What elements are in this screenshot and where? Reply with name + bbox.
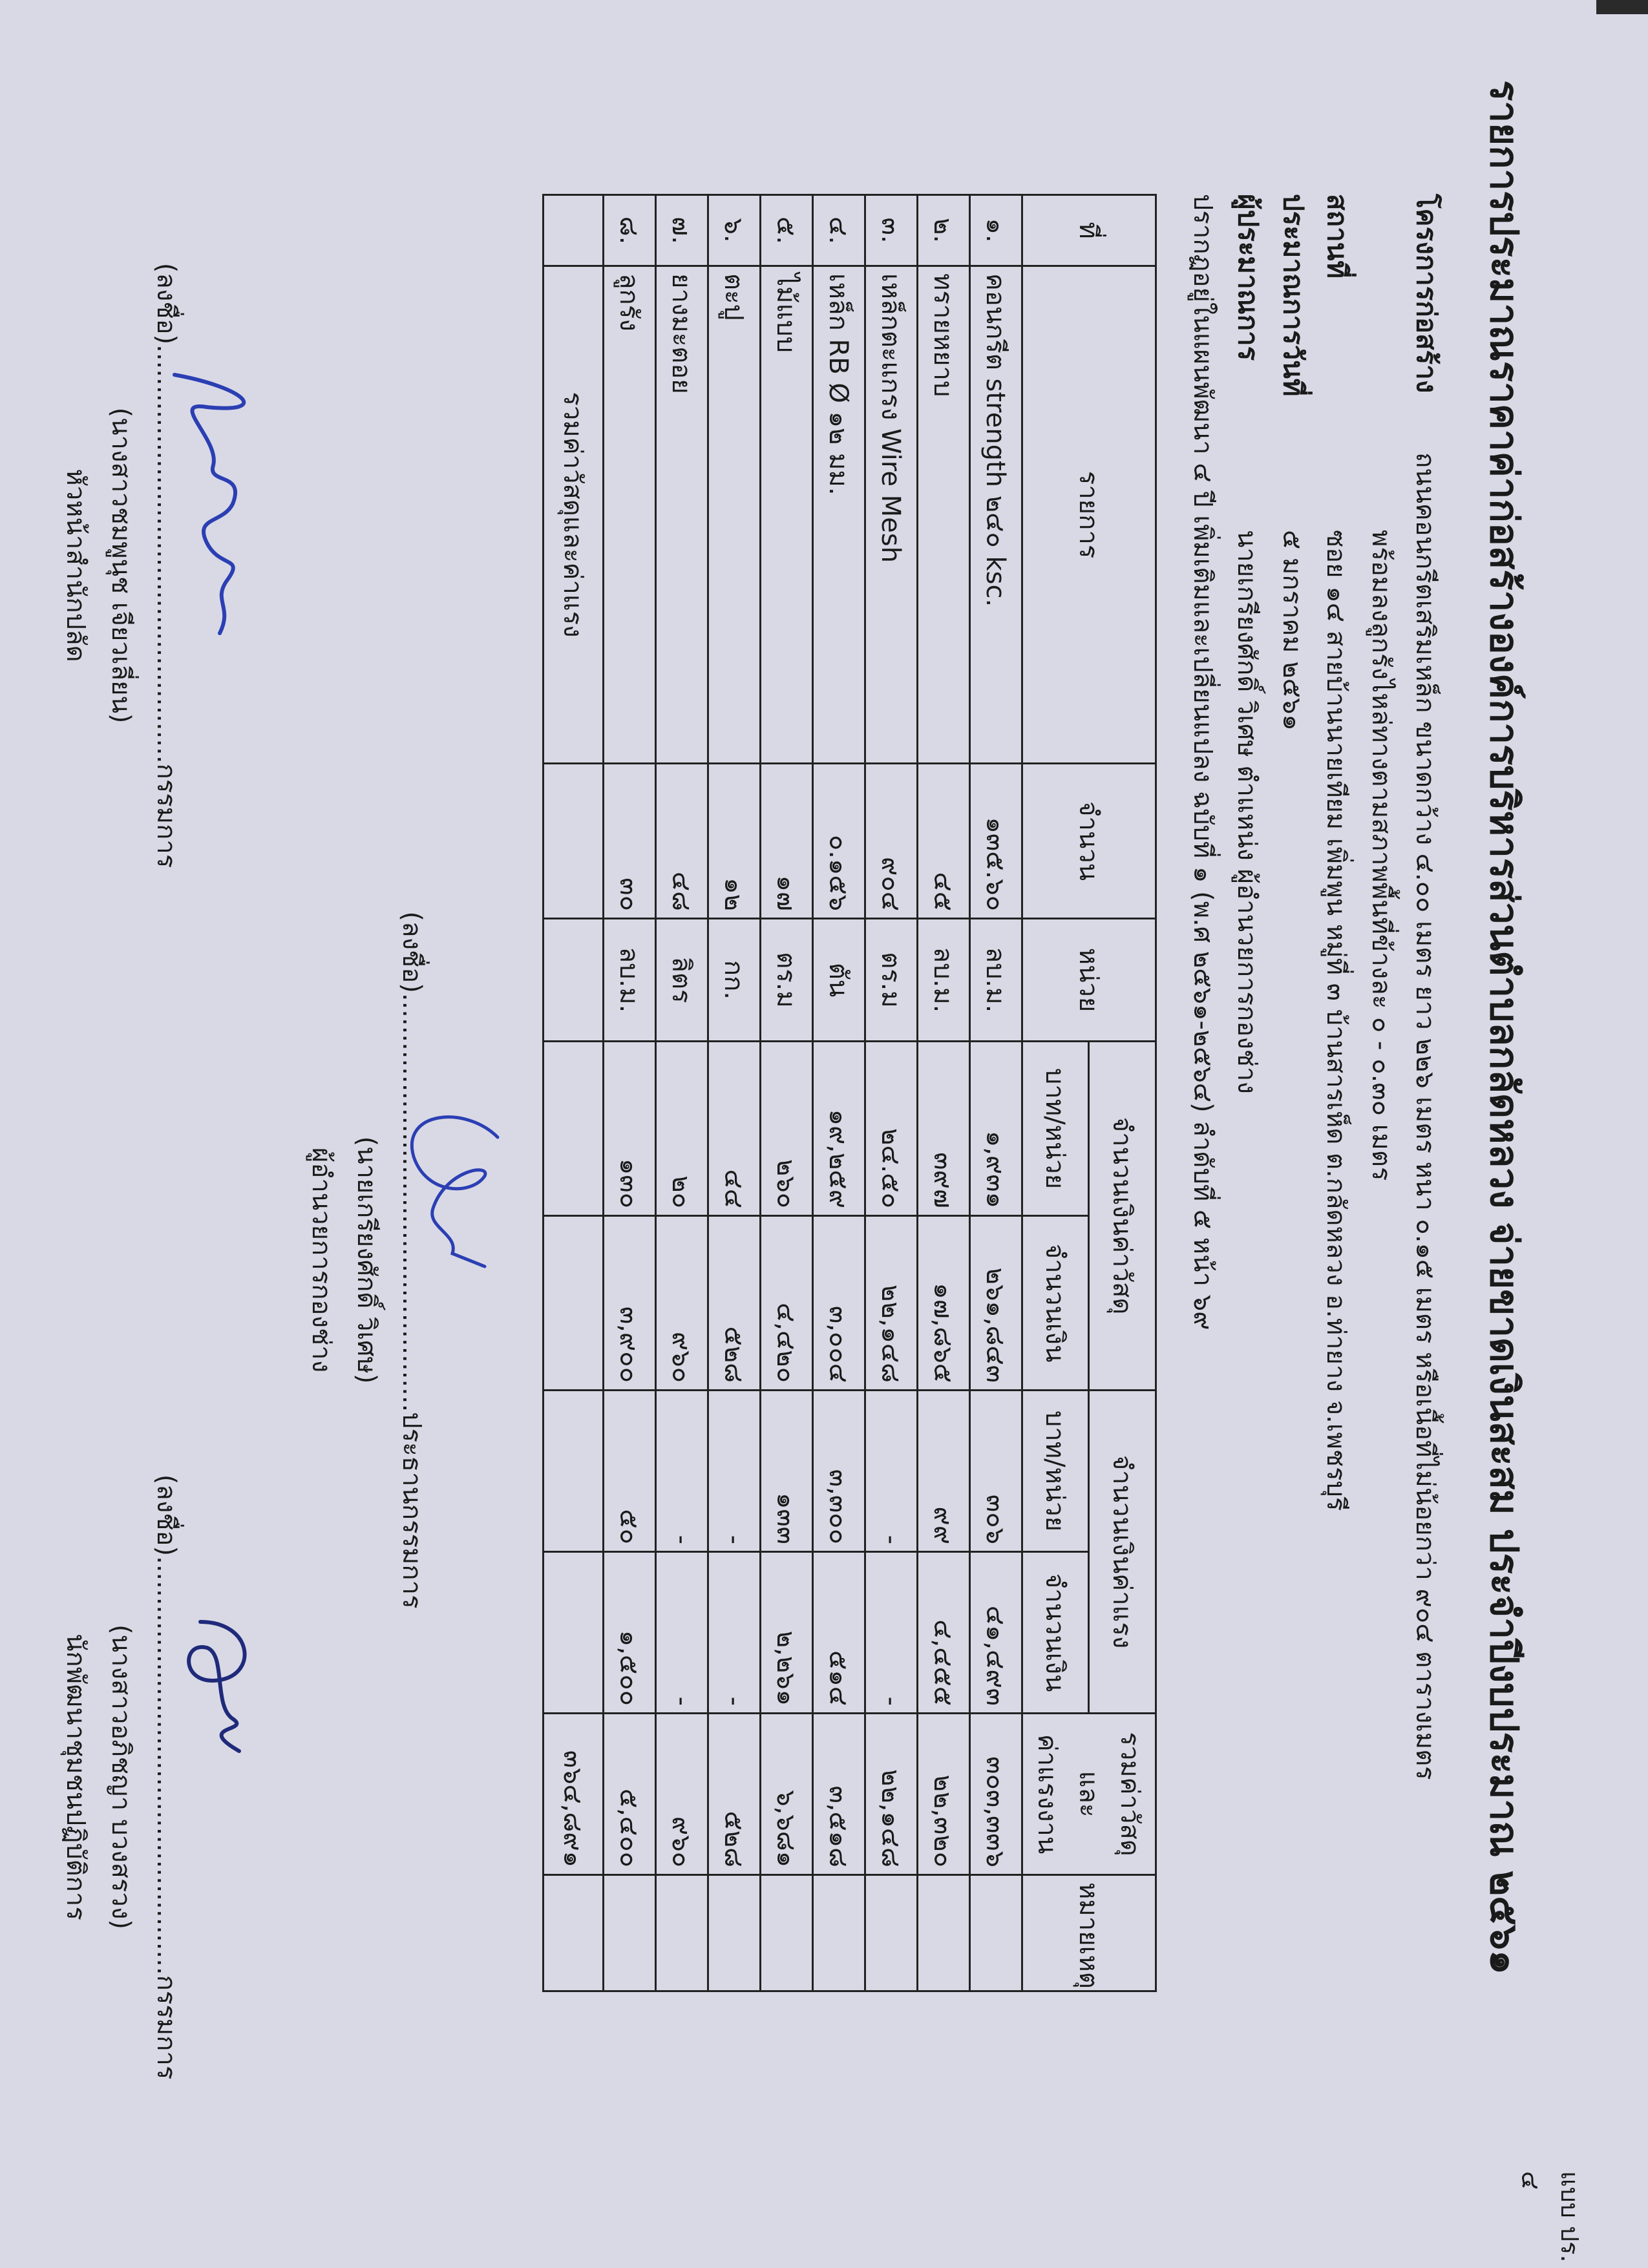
project-line-2: พร้อมลงลูกรังไหล่ทางตามสภาพพื้นที่ข้างละ ๐ - ๐.๓๐ เมตร <box>1366 530 1396 1181</box>
cell-material-amount: ๑๗,๘๖๕ <box>918 1216 970 1391</box>
header-labor-group: จำนวนเงินค่าแรง <box>1089 1391 1156 1714</box>
cell-labor-amount: ๒,๒๖๑ <box>761 1552 813 1714</box>
cell-material-unit-price: ๔๔ <box>708 1042 761 1216</box>
cell-remark <box>708 1875 761 1991</box>
estimator-value: นายเกรียงศักดิ์ วิเศษ ตำแหน่ง ผู้อำนวยการกองช่าง <box>1232 530 1262 1094</box>
cell-total: ๕,๔๐๐ <box>604 1714 656 1875</box>
cell-labor-amount: - <box>656 1552 708 1714</box>
signer-name: (นางสาวอภิชญา บวงสรวง) <box>106 1624 136 1929</box>
cell-empty <box>544 1875 604 1991</box>
cell-remark <box>813 1875 865 1991</box>
signer-name: (นางสาวชมพูนุช เจียวเลี่ยน) <box>106 407 136 724</box>
cell-qty: ๑๗ <box>761 764 813 919</box>
table-row <box>918 195 970 1991</box>
cell-material-amount: ๕๒๘ <box>708 1216 761 1391</box>
header-row-1 <box>1089 195 1156 1991</box>
cell-total: ๒๒,๑๔๘ <box>865 1714 918 1875</box>
cell-labor-unit-price: - <box>865 1391 918 1552</box>
header-remark: หมายเหตุ <box>1022 1875 1156 1991</box>
cell-unit: ตร.ม <box>865 919 918 1042</box>
plan-reference: ปรากฏอยู่ในแผนพัฒนา ๔ ปี เพิ่มเติมและเปลี่ยนแปลง ฉบับที่ ๑ (พ.ศ ๒๕๖๑-๒๕๖๔) ลำดับที่ ๕ หน้า ๖๙ <box>1188 194 1218 1330</box>
cell-labor-unit-price: ๕๐ <box>604 1391 656 1552</box>
header-no: ที่ <box>1022 195 1156 266</box>
cell-qty: ๔๘ <box>656 764 708 919</box>
cell-qty: ๑๓๕.๖๐ <box>970 764 1022 919</box>
header-unit: หน่วย <box>1022 919 1156 1042</box>
cell-empty <box>544 1552 604 1714</box>
cell-no: ๖. <box>708 195 761 266</box>
cell-remark <box>761 1875 813 1991</box>
table-row <box>604 195 656 1991</box>
cell-labor-unit-price: ๙๙ <box>918 1391 970 1552</box>
table-row <box>656 195 708 1991</box>
header-item: รายการ <box>1022 266 1156 764</box>
page-title: รายการประมาณราคาค่าก่อสร้างองค์การบริหารส่วนตำบลกลัดหลวง จ่ายขาดเงินสะสม ประจำปีงบประมาณ ๒๕๖๑ <box>1481 80 1527 1975</box>
cell-labor-unit-price: ๑๓๓ <box>761 1391 813 1552</box>
header-material-amount: จำนวนเงิน <box>1022 1216 1090 1391</box>
cell-no-empty <box>544 195 604 266</box>
cell-labor-amount: ๔๑,๔๙๓ <box>970 1552 1022 1714</box>
signature-line: (ลงชื่อ)...................................................กรรมการ <box>151 1474 181 2080</box>
cell-no: ๒. <box>918 195 970 266</box>
cell-empty <box>544 1042 604 1216</box>
cell-labor-unit-price: - <box>708 1391 761 1552</box>
cell-no: ๓. <box>865 195 918 266</box>
cell-no: ๔. <box>813 195 865 266</box>
cell-total: ๙๖๐ <box>656 1714 708 1875</box>
cell-item: ยางมะตอย <box>656 266 708 764</box>
header-total-line-1: รวมค่าวัสดุ <box>1115 1732 1145 1856</box>
cell-empty <box>544 1391 604 1552</box>
cell-material-unit-price: ๒๔.๕๐ <box>865 1042 918 1216</box>
cell-material-unit-price: ๓๙๗ <box>918 1042 970 1216</box>
project-line-1: ถนนคอนกรีตเสริมเหล็ก ขนาดกว้าง ๔.๐๐ เมตร ยาว ๒๒๖ เมตร หนา ๐.๑๕ เมตร หรือเนื้อที่ไม่น้อยกว่า ๙๐๔ ตารางเมตร <box>1410 452 1440 1780</box>
cell-remark <box>604 1875 656 1991</box>
header-total-line-3: ค่าแรงงาน <box>1032 1734 1062 1854</box>
cell-material-amount: ๓,๙๐๐ <box>604 1216 656 1391</box>
signature-line: (ลงชื่อ)...................................................กรรมการ <box>151 262 181 868</box>
location-value: ซอย ๑๔ สายบ้านนายเทียม เพิ่มพูน หมู่ที่ ๓ บ้านสารเห็ด ต.กลัดหลวง อ.ท่ายาง จ.เพชรบุรี <box>1321 530 1351 1511</box>
header-material-group: จำนวนเงินค่าวัสดุ <box>1089 1042 1156 1391</box>
date-value: ๕ มกราคม ๒๕๖๑ <box>1277 530 1307 731</box>
table-row <box>865 195 918 1991</box>
grand-total-label: รวมค่าวัสดุและค่าแรง <box>544 266 604 764</box>
header-labor-unit-price: บาท/หน่วย <box>1022 1391 1090 1552</box>
cell-total: ๓,๕๑๘ <box>813 1714 865 1875</box>
cell-item: ตะปู <box>708 266 761 764</box>
cell-material-amount: ๒๒,๑๔๘ <box>865 1216 918 1391</box>
cell-material-unit-price: ๑๓๐ <box>604 1042 656 1216</box>
cell-remark <box>918 1875 970 1991</box>
cell-no: ๑. <box>970 195 1022 266</box>
signature-member-2 <box>56 1389 187 2165</box>
cell-unit: ตร.ม <box>761 919 813 1042</box>
cell-remark <box>970 1875 1022 1991</box>
cell-empty <box>544 919 604 1042</box>
cell-total: ๖,๖๘๑ <box>761 1714 813 1875</box>
cell-qty: ๑๒ <box>708 764 761 919</box>
handwritten-signature-member-2 <box>162 1602 278 1770</box>
cell-no: ๕. <box>761 195 813 266</box>
header-qty: จำนวน <box>1022 764 1156 919</box>
date-label: ประมาณการวันที่ <box>1278 194 1309 397</box>
grand-total-value: ๓๖๔,๘๙๑ <box>544 1714 604 1875</box>
cell-remark <box>656 1875 708 1991</box>
header-material-unit-price: บาท/หน่วย <box>1022 1042 1090 1216</box>
cell-item: ลูกรัง <box>604 266 656 764</box>
cell-total: ๓๐๓,๓๓๖ <box>970 1714 1022 1875</box>
cell-empty <box>544 764 604 919</box>
estimator-label: ผู้ประมาณการ <box>1232 194 1264 361</box>
cell-material-amount: ๓,๐๐๔ <box>813 1216 865 1391</box>
cell-total: ๕๒๘ <box>708 1714 761 1875</box>
cell-labor-amount: - <box>865 1552 918 1714</box>
cell-material-unit-price: ๑,๙๓๑ <box>970 1042 1022 1216</box>
table-row <box>970 195 1022 1991</box>
cell-unit: ลบ.ม. <box>604 919 656 1042</box>
handwritten-signature-chairman <box>394 1098 523 1292</box>
signer-position: นักพัฒนาชุมชนปฏิบัติการ <box>61 1633 90 1920</box>
signature-line: (ลงชื่อ)...................................................ประธานกรรมการ <box>397 911 427 1609</box>
grand-total-row <box>544 195 604 1991</box>
cell-labor-unit-price: ๓๐๖ <box>970 1391 1022 1552</box>
cell-qty: ๔๕ <box>918 764 970 919</box>
cell-item: เหล็กตะแกรง Wire Mesh <box>865 266 918 764</box>
cell-item: คอนกรีต strength ๒๔๐ ksc. <box>970 266 1022 764</box>
cell-material-unit-price: ๑๙,๒๕๙ <box>813 1042 865 1216</box>
table-row <box>708 195 761 1991</box>
cell-labor-amount: ๑,๕๐๐ <box>604 1552 656 1714</box>
cell-item: เหล็ก RB Ø ๑๒ มม. <box>813 266 865 764</box>
cost-estimate-table <box>542 194 1157 1992</box>
cell-material-unit-price: ๒๐ <box>656 1042 708 1216</box>
cell-labor-unit-price: - <box>656 1391 708 1552</box>
cell-unit: ตัน <box>813 919 865 1042</box>
header-total-line-2: และ <box>1073 1770 1103 1818</box>
location-label: สถานที่ <box>1322 194 1353 279</box>
signer-position: ผู้อำนวยการกองช่าง <box>306 1147 336 1373</box>
cell-unit: ลบ.ม. <box>918 919 970 1042</box>
cell-labor-amount: - <box>708 1552 761 1714</box>
cell-remark <box>865 1875 918 1991</box>
cell-empty <box>544 1216 604 1391</box>
table-row <box>813 195 865 1991</box>
cell-no: ๘. <box>604 195 656 266</box>
cell-qty: ๙๐๔ <box>865 764 918 919</box>
cell-unit: กก. <box>708 919 761 1042</box>
signer-position: หัวหน้าสำนักปลัด <box>61 468 90 662</box>
table-row <box>761 195 813 1991</box>
cell-item: ไม้แบบ <box>761 266 813 764</box>
cell-qty: ๓๐ <box>604 764 656 919</box>
cell-unit: ลบ.ม. <box>970 919 1022 1042</box>
handwritten-signature-member-1 <box>155 362 284 659</box>
cell-labor-unit-price: ๓,๓๐๐ <box>813 1391 865 1552</box>
project-label: โครงการก่อสร้าง <box>1411 194 1442 394</box>
form-code: แบบ ปร. ๔ <box>1516 2171 1584 2263</box>
cell-labor-amount: ๕๑๔ <box>813 1552 865 1714</box>
cell-item: ทรายหยาบ <box>918 266 970 764</box>
header-labor-amount: จำนวนเงิน <box>1022 1552 1090 1714</box>
header-total <box>1022 1714 1156 1875</box>
cell-material-amount: ๙๖๐ <box>656 1216 708 1391</box>
cell-labor-amount: ๔,๔๕๕ <box>918 1552 970 1714</box>
cell-material-unit-price: ๒๖๐ <box>761 1042 813 1216</box>
cell-material-amount: ๔,๔๒๐ <box>761 1216 813 1391</box>
cell-total: ๒๒,๓๒๐ <box>918 1714 970 1875</box>
cell-qty: ๐.๑๕๖ <box>813 764 865 919</box>
cell-no: ๗. <box>656 195 708 266</box>
cell-unit: ลิตร <box>656 919 708 1042</box>
signer-name: (นายเกรียงศักดิ์ วิเศษ) <box>352 1136 381 1384</box>
cell-material-amount: ๒๖๑,๘๔๓ <box>970 1216 1022 1391</box>
